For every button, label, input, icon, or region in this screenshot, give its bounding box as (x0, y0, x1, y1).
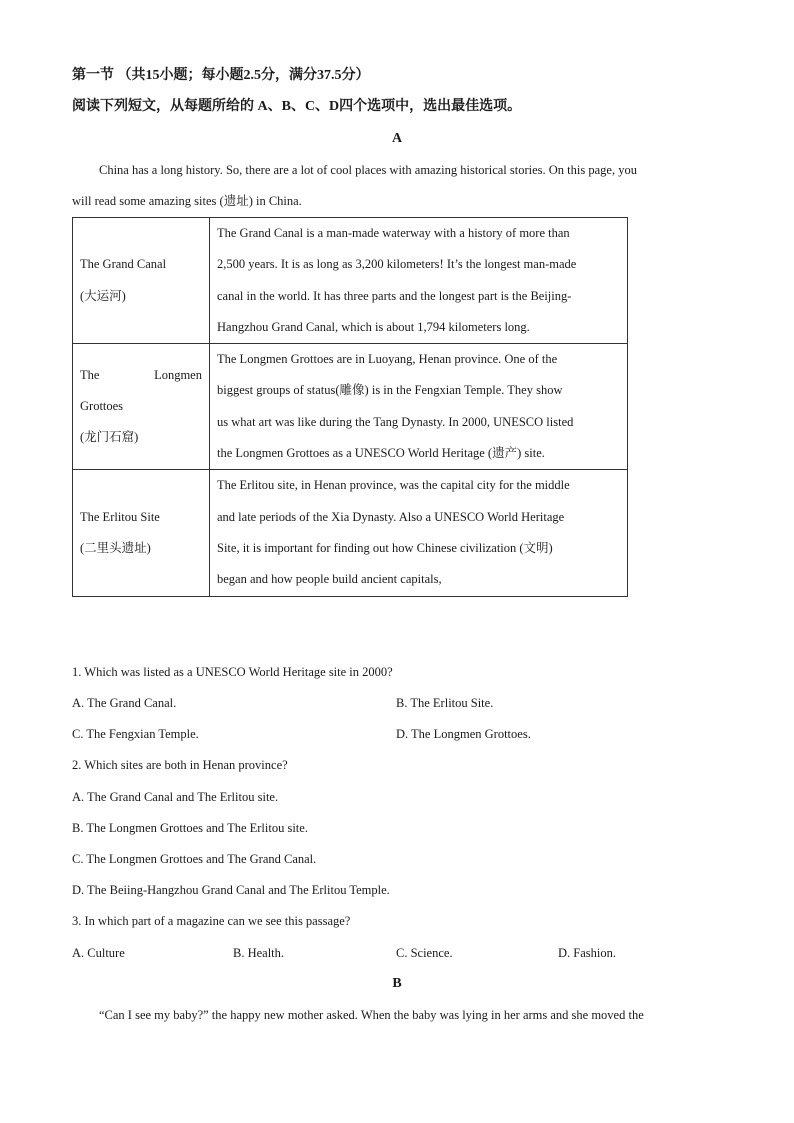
table-row (73, 344, 628, 470)
site-name-cell (73, 344, 210, 470)
description-line: 2,500 years. It is as long as 3,200 kilometers! It’s the longest man-made (217, 257, 577, 272)
passage-b-line-1: “Can I see my baby?” the happy new mother asked. When the baby was lying in her arms and she moved the (99, 1008, 644, 1022)
site-name: Grottoes (80, 399, 124, 414)
passage-b-label: B (392, 976, 402, 991)
description-line: Hangzhou Grand Canal, which is about 1,794 kilometers long. (217, 319, 530, 334)
site-name-cell (73, 218, 210, 344)
question-2-option-c[interactable]: C. The Longmen Grottoes and The Grand Canal. (72, 852, 317, 866)
description-line: the Longmen Grottoes as a UNESCO World Heritage (遗产) site. (217, 446, 545, 461)
question-3-option-b[interactable]: B. Health. (233, 946, 285, 960)
description-line: and late periods of the Xia Dynasty. Also a UNESCO World Heritage (217, 509, 565, 524)
site-name: The Grand Canal (80, 257, 167, 272)
question-1-option-a[interactable]: A. The Grand Canal. (72, 696, 177, 710)
question-1-option-b[interactable]: B. The Erlitou Site. (396, 696, 494, 710)
description-line: began and how people build ancient capitals, (217, 572, 442, 587)
description-line: Site, it is important for finding out how Chinese civilization (文明) (217, 540, 553, 555)
site-description-cell (210, 470, 628, 596)
question-2-option-d[interactable]: D. The Beiing-Hangzhou Grand Canal and The Erlitou Temple. (72, 883, 390, 897)
question-2-stem: 2. Which sites are both in Henan province? (72, 758, 288, 772)
question-2-option-b[interactable]: B. The Longmen Grottoes and The Erlitou site. (72, 821, 308, 835)
table-row (73, 218, 628, 344)
passage-a-label: A (391, 131, 403, 146)
site-name-chinese: (大运河) (80, 288, 126, 303)
site-description-cell (210, 218, 628, 344)
site-name-chinese: (二里头遗址) (80, 540, 151, 555)
table-row (73, 470, 628, 596)
site-name-chinese: (龙门石窟) (80, 430, 139, 445)
site-name: The Erlitou Site (80, 509, 160, 524)
description-line: biggest groups of status(雕像) is in the Fengxian Temple. They show (217, 383, 563, 398)
section-header: 第一节 （共15小题；每小题2.5分，满分37.5分） (72, 68, 370, 83)
site-name-word: Longmen (154, 367, 202, 382)
question-3-stem: 3. In which part of a magazine can we see this passage? (72, 914, 351, 928)
passage-a-intro-line-2: will read some amazing sites (遗址) in China. (72, 194, 302, 208)
sites-table (72, 217, 628, 597)
instruction-text: 阅读下列短文，从每题所给的 A、B、C、D四个选项中，选出最佳选项。 (72, 99, 522, 114)
passage-a-intro-line-1: China has a long history. So, there are a lot of cool places with amazing historical stories. On this page, you (99, 163, 637, 177)
question-3-option-d[interactable]: D. Fashion. (558, 946, 616, 960)
description-line: The Grand Canal is a man-made waterway with a history of more than (217, 226, 570, 240)
question-3-option-c[interactable]: C. Science. (396, 946, 453, 960)
question-1-stem: 1. Which was listed as a UNESCO World Heritage site in 2000? (72, 665, 393, 679)
site-name-first-line (80, 360, 202, 391)
description-line: The Longmen Grottoes are in Luoyang, Henan province. One of the (217, 352, 558, 367)
site-name-word: The (80, 367, 100, 382)
question-1-option-d[interactable]: D. The Longmen Grottoes. (396, 727, 531, 741)
description-line: canal in the world. It has three parts and the longest part is the Beijing- (217, 288, 572, 303)
description-line: The Erlitou site, in Henan province, was the capital city for the middle (217, 478, 570, 493)
question-3-option-a[interactable]: A. Culture (72, 946, 125, 960)
site-description-cell (210, 344, 628, 470)
question-1-option-c[interactable]: C. The Fengxian Temple. (72, 727, 199, 741)
description-line: us what art was like during the Tang Dynasty. In 2000, UNESCO listed (217, 414, 574, 429)
question-2-option-a[interactable]: A. The Grand Canal and The Erlitou site. (72, 790, 279, 804)
site-name-cell (73, 470, 210, 596)
